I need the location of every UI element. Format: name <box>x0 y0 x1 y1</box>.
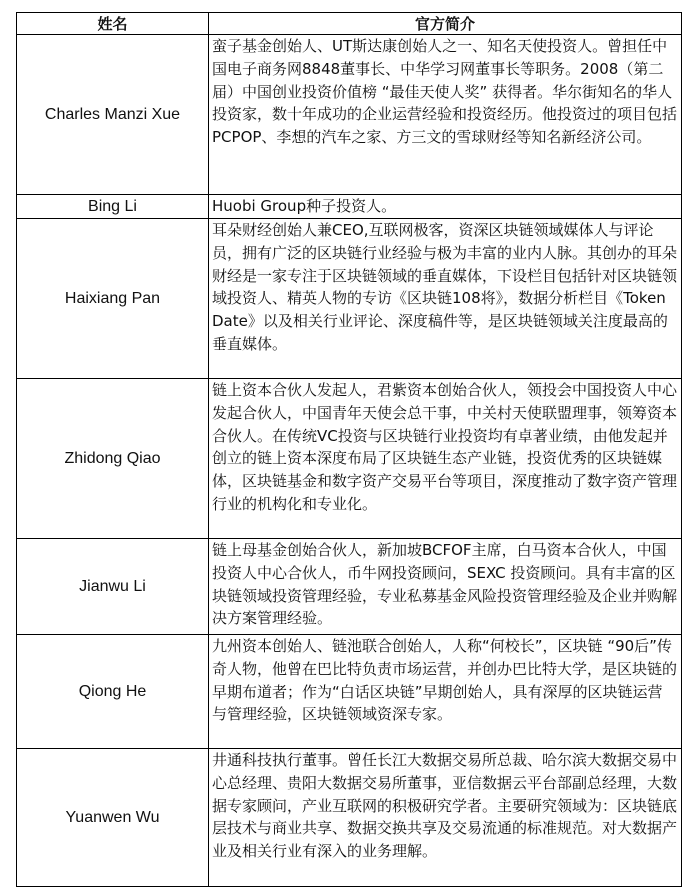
person-bio: 链上母基金创始合伙人，新加坡BCFOF主席，白马资本合伙人，中国投资人中心合伙人，币牛网投资顾问，SEXC 投资顾问。具有丰富的区块链领域投资管理经验，专业私募基金风险投资管理经验及企业并购解决方案管理经验。 <box>209 539 682 635</box>
person-name: Jianwu Li <box>17 539 209 635</box>
person-name: Bing Li <box>17 195 209 219</box>
table-row <box>17 749 682 887</box>
table-row <box>17 379 682 539</box>
investor-table <box>16 12 682 887</box>
person-bio: 井通科技执行董事。曾任长江大数据交易所总裁、哈尔滨大数据交易中心总经理、贵阳大数据交易所董事，亚信数据云平台部副总经理，大数据专家顾问，产业互联网的积极研究学者。主要研究领域为：区块链底层技术与商业共享、数据交换共享及交易流通的标准规范。对大数据产业及相关行业有深入的业务理解。 <box>209 749 682 887</box>
table-header-row <box>17 13 682 35</box>
header-name: 姓名 <box>17 13 209 35</box>
table-row <box>17 635 682 749</box>
person-name: Haixiang Pan <box>17 219 209 379</box>
table-row <box>17 35 682 195</box>
person-bio: Huobi Group种子投资人。 <box>209 195 682 219</box>
person-bio: 蛮子基金创始人、UT斯达康创始人之一、知名天使投资人。曾担任中国电子商务网8848董事长、中华学习网董事长等职务。2008（第二届）中国创业投资价值榜 “最佳天使人奖” 获得者。华尔街知名的华人投资家，数十年成功的企业运营经验和投资经历。他投资过的项目包括PCPOP、李想的汽车之家、方三文的雪球财经等知名新经济公司。 <box>209 35 682 195</box>
investor-table-container <box>16 12 681 887</box>
person-bio: 链上资本合伙人发起人，君紫资本创始合伙人，领投会中国投资人中心发起合伙人，中国青年天使会总干事，中关村天使联盟理事，领筹资本合伙人。在传统VC投资与区块链行业投资均有卓著业绩，由他发起并创立的链上资本深度布局了区块链生态产业链，投资优秀的区块链媒体，区块链基金和数字资产交易平台等项目，深度推动了数字资产管理行业的机构化和专业化。 <box>209 379 682 539</box>
person-name: Zhidong Qiao <box>17 379 209 539</box>
person-name: Yuanwen Wu <box>17 749 209 887</box>
header-bio: 官方简介 <box>209 13 682 35</box>
person-bio: 耳朵财经创始人兼CEO,互联网极客，资深区块链领域媒体人与评论员，拥有广泛的区块链行业经验与极为丰富的业内人脉。其创办的耳朵财经是一家专注于区块链领域的垂直媒体，下设栏目包括针对区块链领域投资人、精英人物的专访《区块链108将》，数据分析栏目《TokenDate》以及相关行业评论、深度稿件等，是区块链领域关注度最高的垂直媒体。 <box>209 219 682 379</box>
table-row <box>17 195 682 219</box>
person-name: Qiong He <box>17 635 209 749</box>
person-name: Charles Manzi Xue <box>17 35 209 195</box>
table-row <box>17 539 682 635</box>
person-bio: 九州资本创始人、链池联合创始人，人称“何校长”，区块链 “90后”传奇人物，他曾在巴比特负责市场运营，并创办巴比特大学，是区块链的早期布道者；作为“白话区块链”早期创始人，具有深厚的区块链运营与管理经验，区块链领域资深专家。 <box>209 635 682 749</box>
table-row <box>17 219 682 379</box>
